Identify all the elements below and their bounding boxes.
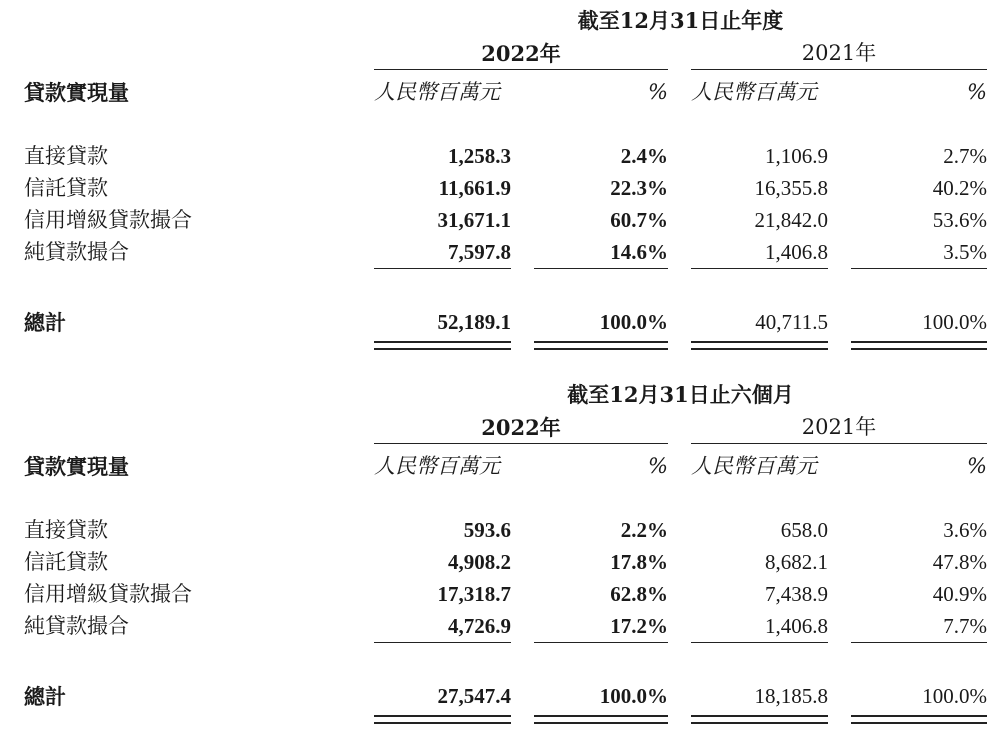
year-current-header: 2022年 xyxy=(481,41,561,66)
year-current-underline xyxy=(374,69,668,70)
row-label: 信託貸款 xyxy=(24,176,108,200)
cell-c-amt: 1,258.3 xyxy=(448,144,511,168)
cell-p-amt: 1,406.8 xyxy=(765,614,828,638)
total-p-amt: 18,185.8 xyxy=(754,684,828,708)
cell-p-amt: 16,355.8 xyxy=(754,176,828,200)
row-header: 貸款實現量 xyxy=(24,454,129,479)
cell-p-pct: 3.5% xyxy=(943,240,987,264)
total-double-rule xyxy=(691,715,828,724)
total-double-rule xyxy=(534,341,668,350)
unit-pct-prior: % xyxy=(967,80,987,104)
unit-pct-current: % xyxy=(648,80,668,104)
cell-p-pct: 2.7% xyxy=(943,144,987,168)
total-double-rule xyxy=(374,715,511,724)
year-prior-underline xyxy=(691,443,987,444)
row-label: 信用增級貸款撮合 xyxy=(24,208,192,232)
cell-p-amt: 1,106.9 xyxy=(765,144,828,168)
cell-c-pct: 62.8% xyxy=(610,582,668,606)
total-p-pct: 100.0% xyxy=(922,310,987,334)
cell-p-pct: 3.6% xyxy=(943,518,987,542)
total-double-rule xyxy=(374,341,511,350)
unit-pct-prior: % xyxy=(967,454,987,478)
total-double-rule xyxy=(691,341,828,350)
unit-rmb-current: 人民幣百萬元 xyxy=(374,454,500,478)
year-prior-underline xyxy=(691,69,987,70)
cell-p-pct: 40.2% xyxy=(932,176,987,200)
cell-c-amt: 17,318.7 xyxy=(437,582,511,606)
row-label: 純貸款撮合 xyxy=(24,614,129,638)
cell-c-pct: 22.3% xyxy=(610,176,668,200)
cell-p-amt: 8,682.1 xyxy=(765,550,828,574)
cell-c-amt: 4,908.2 xyxy=(448,550,511,574)
year-prior-header: 2021年 xyxy=(801,41,877,65)
total-label: 總計 xyxy=(24,684,66,709)
row-label: 直接貸款 xyxy=(24,518,108,542)
total-double-rule xyxy=(534,715,668,724)
total-c-amt: 27,547.4 xyxy=(437,684,511,708)
total-double-rule xyxy=(851,341,987,350)
cell-p-pct: 53.6% xyxy=(932,208,987,232)
cell-p-pct: 40.9% xyxy=(932,582,987,606)
subtotal-rule xyxy=(534,642,668,643)
year-current-underline xyxy=(374,443,668,444)
cell-c-pct: 60.7% xyxy=(610,208,668,232)
total-double-rule xyxy=(851,715,987,724)
cell-p-pct: 7.7% xyxy=(943,614,987,638)
total-p-amt: 40,711.5 xyxy=(755,310,828,334)
subtotal-rule xyxy=(374,268,511,269)
subtotal-rule xyxy=(851,642,987,643)
total-p-pct: 100.0% xyxy=(922,684,987,708)
cell-c-amt: 11,661.9 xyxy=(438,176,511,200)
cell-c-amt: 7,597.8 xyxy=(448,240,511,264)
cell-c-pct: 2.4% xyxy=(620,144,668,168)
cell-c-pct: 2.2% xyxy=(620,518,668,542)
row-header: 貸款實現量 xyxy=(24,80,129,105)
unit-rmb-prior: 人民幣百萬元 xyxy=(691,80,817,104)
cell-p-amt: 21,842.0 xyxy=(754,208,828,232)
cell-c-pct: 17.2% xyxy=(610,614,668,638)
total-label: 總計 xyxy=(24,310,66,335)
cell-p-amt: 658.0 xyxy=(780,518,828,542)
row-label: 信託貸款 xyxy=(24,550,108,574)
cell-p-pct: 47.8% xyxy=(932,550,987,574)
period-header: 截至12月31日止六個月 xyxy=(567,382,794,407)
total-c-pct: 100.0% xyxy=(599,310,668,334)
subtotal-rule xyxy=(691,642,828,643)
row-label: 直接貸款 xyxy=(24,144,108,168)
year-prior-header: 2021年 xyxy=(801,415,877,439)
unit-pct-current: % xyxy=(648,454,668,478)
row-label: 純貸款撮合 xyxy=(24,240,129,264)
cell-c-amt: 4,726.9 xyxy=(448,614,511,638)
subtotal-rule xyxy=(851,268,987,269)
subtotal-rule xyxy=(374,642,511,643)
year-current-header: 2022年 xyxy=(481,415,561,440)
period-header: 截至12月31日止年度 xyxy=(577,8,784,33)
cell-c-amt: 593.6 xyxy=(463,518,511,542)
row-label: 信用增級貸款撮合 xyxy=(24,582,192,606)
total-c-amt: 52,189.1 xyxy=(437,310,511,334)
subtotal-rule xyxy=(691,268,828,269)
cell-p-amt: 7,438.9 xyxy=(765,582,828,606)
total-c-pct: 100.0% xyxy=(599,684,668,708)
cell-p-amt: 1,406.8 xyxy=(765,240,828,264)
subtotal-rule xyxy=(534,268,668,269)
unit-rmb-current: 人民幣百萬元 xyxy=(374,80,500,104)
cell-c-amt: 31,671.1 xyxy=(437,208,511,232)
cell-c-pct: 14.6% xyxy=(610,240,668,264)
cell-c-pct: 17.8% xyxy=(610,550,668,574)
unit-rmb-prior: 人民幣百萬元 xyxy=(691,454,817,478)
